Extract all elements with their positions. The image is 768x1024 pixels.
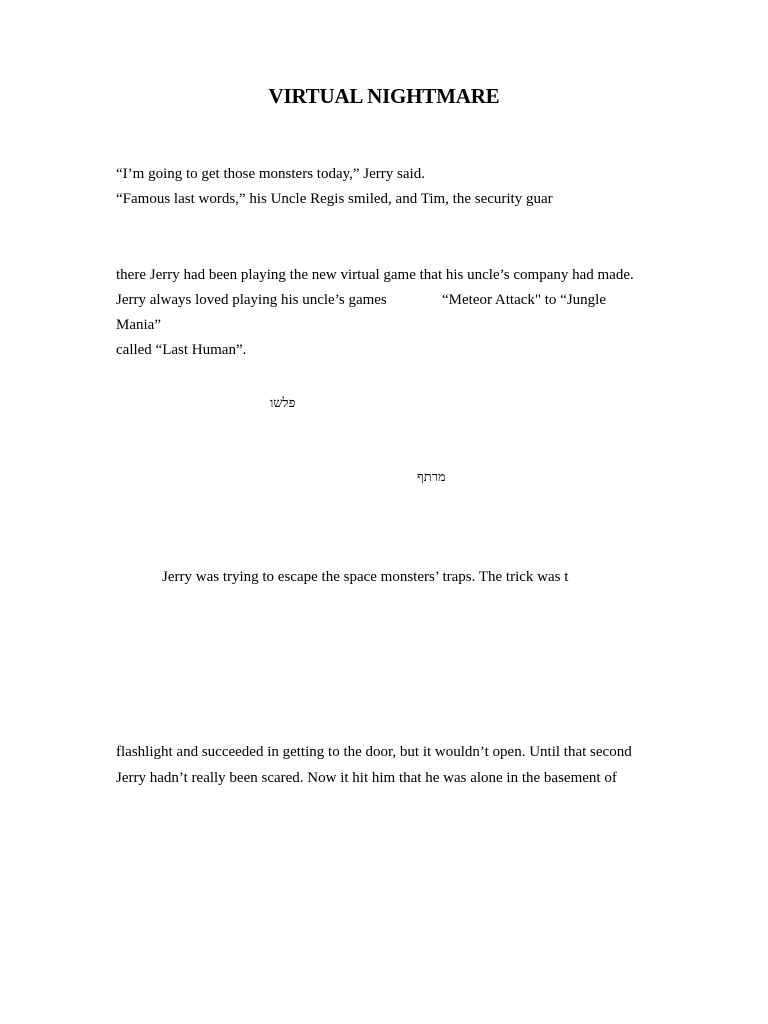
text-line: “I’m going to get those monsters today,” Jerry said. bbox=[116, 166, 425, 182]
text-line: “Famous last words,” his Uncle Regis smiled, and Tim, the security guar bbox=[116, 191, 553, 207]
text-line: Mania” bbox=[116, 317, 161, 333]
document-title: VIRTUAL NIGHTMARE bbox=[268, 84, 500, 108]
text-line: there Jerry had been playing the new virtual game that his uncle’s company had made. bbox=[116, 267, 634, 283]
text-line: Jerry hadn’t really been scared. Now it hit him that he was alone in the basement of bbox=[116, 770, 617, 786]
hebrew-word: מרתף bbox=[417, 469, 446, 484]
hebrew-word: פלשו bbox=[270, 395, 296, 410]
text-line: flashlight and succeeded in getting to the door, but it wouldn’t open. Until that second bbox=[116, 744, 632, 760]
text-line: Jerry always loved playing his uncle’s games bbox=[116, 292, 387, 308]
text-line: called “Last Human”. bbox=[116, 342, 247, 358]
text-line: Jerry was trying to escape the space monsters’ traps. The trick was t bbox=[162, 569, 569, 585]
text-line: “Meteor Attack" to “Jungle bbox=[442, 292, 606, 308]
